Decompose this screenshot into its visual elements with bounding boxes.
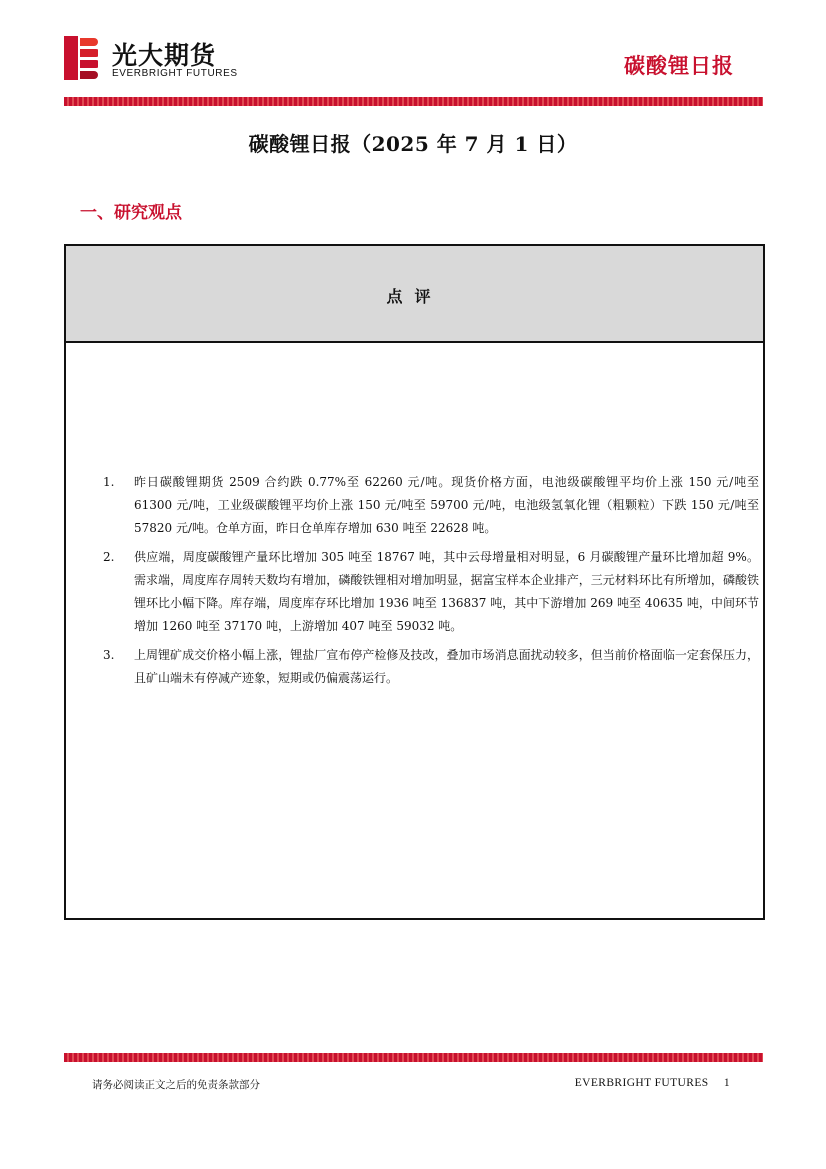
document-title: 碳酸锂日报（2025 年 7 月 1 日） xyxy=(248,132,578,156)
footer-disclaimer: 请务必阅读正文之后的免责条款部分 xyxy=(92,1079,260,1091)
list-item-text: 上周锂矿成交价格小幅上涨，锂盐厂宣布停产检修及技改，叠加市场消息面扰动较多，但当前价格面临一定套保压力，且矿山端未有停减产迹象，短期或仍偏震荡运行。 xyxy=(134,648,759,685)
footer-brand-text: EVERBRIGHT FUTURES xyxy=(574,1077,709,1089)
list-item xyxy=(103,471,759,540)
brand-name-cn: 光大期货 xyxy=(112,41,217,70)
footer-divider xyxy=(64,1053,763,1062)
report-type-label: 碳酸锂日报 xyxy=(624,54,734,78)
list-item-text: 昨日碳酸锂期货 2509 合约跌 0.77%至 62260 元/吨。现货价格方面，电池级碳酸锂平均价上涨 150 元/吨至 61300 元/吨，工业级碳酸锂平均价上涨 150 元/吨至 59700 元/吨，电池级氢氧化锂（粗颗粒）下跌 150 元/吨至 57820 元/吨。仓单方面，昨日仓单库存增加 630 吨至 22628 吨。 xyxy=(134,475,759,535)
everbright-logo-icon xyxy=(64,36,98,80)
list-item xyxy=(103,644,759,690)
footer-brand xyxy=(575,1077,730,1089)
list-item-text: 供应端，周度碳酸锂产量环比增加 305 吨至 18767 吨，其中云母增量相对明显，6 月碳酸锂产量环比增加超 9%。需求端，周度库存周转天数均有增加，磷酸铁锂相对增加明显，据富宝样本企业排产，三元材料环比有所增加，磷酸铁锂环比小幅下降。库存端，周度库存环比增加 1936 吨至 136837 吨，其中下游增加 269 吨至 40635 吨，中间环节增加 1260 吨至 37170 吨，上游增加 407 吨至 59032 吨。 xyxy=(134,550,759,633)
panel-header xyxy=(66,246,763,343)
list-item xyxy=(103,546,759,638)
list-item-number: 1. xyxy=(103,475,115,489)
commentary-panel xyxy=(64,244,765,920)
page-number: 1 xyxy=(723,1077,730,1089)
header-divider xyxy=(64,97,763,106)
list-item-number: 2. xyxy=(103,550,115,564)
company-logo xyxy=(64,36,264,84)
brand-name-en: EVERBRIGHT FUTURES xyxy=(112,68,238,79)
panel-header-label: 点评 xyxy=(386,287,443,306)
commentary-list xyxy=(103,471,759,696)
section-heading: 一、研究观点 xyxy=(80,203,182,223)
list-item-number: 3. xyxy=(103,648,115,662)
